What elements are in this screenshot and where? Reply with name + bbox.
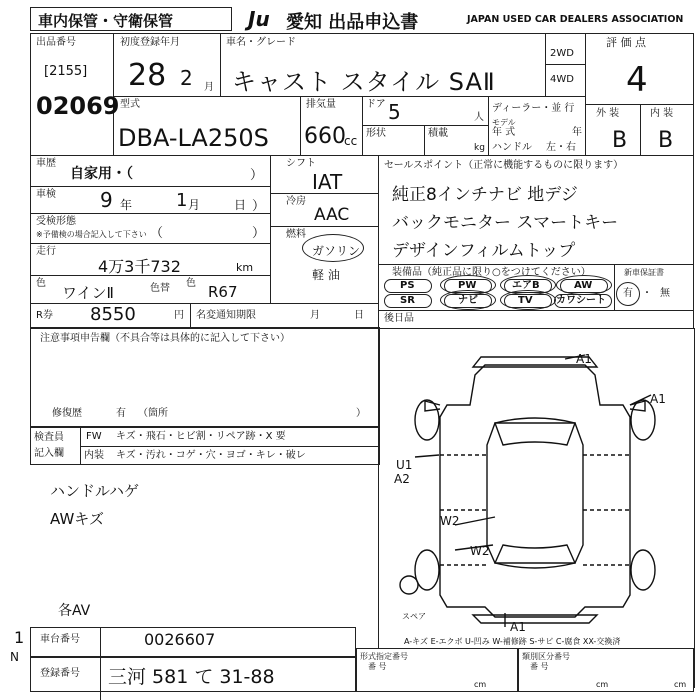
- note-handle-worn: ハンドルハゲ: [50, 482, 139, 500]
- spare-label: スペア: [402, 612, 426, 621]
- dim-unit-3: cm: [674, 680, 687, 689]
- margin-mark-1: 1: [14, 628, 25, 647]
- inspection-month-unit: 月: [188, 198, 201, 212]
- mark-u1: U1: [396, 458, 413, 472]
- warranty-yes: 有: [623, 288, 633, 299]
- inspector-label: 検査員: [34, 432, 64, 443]
- repair-value: 有: [116, 408, 126, 419]
- receipt-label: 受検形態: [36, 216, 76, 227]
- rear-seat-label: 後日品: [384, 313, 414, 324]
- equip-airbag: エアB: [512, 280, 540, 291]
- equip-aw: AW: [574, 280, 593, 291]
- grade-score: 4: [626, 60, 648, 100]
- car-name-label: 車名・グレード: [226, 37, 296, 48]
- drive-4wd: 4WD: [550, 74, 574, 85]
- damage-legend: A-キズ E-エクボ U-凹み W-補修跡 S-サビ C-腐食 XX-交換済: [404, 637, 621, 646]
- fw-label: FW: [86, 431, 102, 442]
- mileage-value: 4万3千732: [98, 257, 181, 276]
- mark-w2a: W2: [440, 514, 460, 528]
- color-change-label: 色替: [150, 283, 170, 294]
- notice-date-label: 名変通知期限: [196, 310, 256, 321]
- model-value: DBA-LA250S: [118, 124, 269, 152]
- history-close: ）: [250, 168, 264, 183]
- shift-label: シフト: [286, 158, 316, 169]
- shape-label: 形状: [366, 128, 386, 139]
- equip-navi: ナビ: [458, 295, 478, 306]
- inspection-year-unit: 年: [120, 198, 133, 212]
- drive-2wd: 2WD: [550, 48, 574, 59]
- car-damage-diagram: [395, 345, 685, 635]
- interior-grade: B: [658, 128, 674, 153]
- form-title: 愛知 出品申込書: [286, 12, 419, 33]
- fuel-diesel: 軽 油: [312, 268, 340, 282]
- first-reg-month: 2: [180, 66, 193, 90]
- color-code-label: 色: [186, 278, 196, 289]
- inspection-year: 9: [100, 188, 113, 212]
- car-name-value: キャスト スタイル SAⅡ: [232, 68, 496, 96]
- recycle-amount: 8550: [90, 304, 136, 325]
- recycle-label: R券: [36, 310, 53, 321]
- mark-a1-bottom: A1: [510, 620, 526, 634]
- recycle-yen: 円: [174, 310, 184, 321]
- dim-unit-1: cm: [474, 680, 487, 689]
- repair-label: 修復歴: [52, 408, 82, 419]
- warranty-no: 無: [660, 288, 670, 299]
- handle-options: 左・右: [546, 142, 576, 153]
- ac-label: 冷房: [286, 196, 306, 207]
- history-label: 車歴: [36, 158, 56, 169]
- first-reg-month-unit: 月: [204, 82, 214, 93]
- doors-label: ドア: [366, 99, 386, 110]
- shift-value: IAT: [312, 170, 343, 194]
- interior-label: 内 装: [650, 108, 674, 119]
- history-value: 自家用・（: [70, 166, 133, 182]
- color-code: R67: [208, 283, 238, 301]
- receipt-note: ※予備検の場合記入して下さい: [36, 230, 147, 239]
- load-label: 積載: [428, 128, 448, 139]
- equipment-label: 装備品（純正品に限り○をつけてください）: [392, 267, 591, 278]
- grade-label: 評 価 点: [606, 36, 646, 49]
- color-value: ワインⅡ: [62, 284, 114, 302]
- note-aw-scratch: AWキズ: [50, 510, 104, 528]
- interior-inspect-label: 内装: [84, 450, 104, 461]
- notice-day-unit: 日: [354, 310, 364, 321]
- sales-point-line2: バックモニター スマートキー: [392, 213, 619, 233]
- exterior-label: 外 装: [596, 108, 620, 119]
- sales-point-label: セールスポイント（正常に機能するものに限ります）: [384, 160, 624, 171]
- displacement-value: 660: [304, 124, 346, 149]
- equip-pw: PW: [458, 280, 477, 291]
- dealer-year-unit: 年: [572, 127, 582, 138]
- mark-w2b: W2: [470, 544, 490, 558]
- displacement-unit: cc: [344, 134, 358, 148]
- warranty-label: 新車保証書: [624, 268, 664, 277]
- category-sub: 番 号: [530, 662, 549, 671]
- warranty-sep: ・: [642, 288, 652, 299]
- displacement-label: 排気量: [306, 99, 336, 110]
- registration-label: 登録番号: [40, 668, 80, 679]
- capacity-unit: 人: [474, 112, 484, 123]
- equip-kawa-seat: カワシート: [556, 295, 606, 306]
- form-designation-label: 形式指定番号: [360, 652, 408, 661]
- mileage-label: 走行: [36, 246, 56, 257]
- load-unit: kg: [474, 143, 485, 153]
- interior-inspect-items: キズ・汚れ・コゲ・穴・ヨゴ・キレ・破レ: [116, 450, 306, 461]
- lot-number: 02069: [36, 92, 120, 120]
- inspection-close: ）: [252, 199, 266, 214]
- notice-month-unit: 月: [310, 310, 320, 321]
- repair-close: ）: [356, 408, 366, 419]
- form-designation-sub: 番 号: [368, 662, 387, 671]
- lot-number-label: 出品番号: [36, 37, 76, 48]
- dim-unit-2: cm: [596, 680, 609, 689]
- chassis-value: 0026607: [144, 630, 216, 649]
- dealer-year-label: 年 式: [492, 127, 516, 138]
- ju-logo: Ju: [248, 7, 270, 31]
- category-label: 類別区分番号: [522, 652, 570, 661]
- mark-a1-right: A1: [650, 392, 666, 406]
- chassis-label: 車台番号: [40, 634, 80, 645]
- receipt-open: （: [150, 226, 164, 241]
- repair-bracket: （箇所: [138, 408, 168, 419]
- doors-value: 5: [388, 100, 401, 124]
- mileage-unit: km: [236, 261, 254, 274]
- sales-point-line3: デザインフィルムトップ: [392, 241, 576, 261]
- inspection-label: 車検: [36, 189, 56, 200]
- color-label: 色: [36, 278, 46, 289]
- sales-point-line1: 純正8インチナビ 地デジ: [392, 185, 578, 205]
- equip-tv: TV: [518, 295, 533, 306]
- fuel-label: 燃料: [286, 229, 306, 240]
- inspection-month: 1: [176, 190, 188, 211]
- model-label: 型式: [120, 99, 140, 110]
- inspection-day-unit: 日: [234, 198, 247, 212]
- fuel-gasoline-circle: [302, 234, 364, 262]
- mark-a2: A2: [394, 472, 410, 486]
- equip-sr: SR: [400, 295, 415, 306]
- margin-mark-n: N: [10, 650, 19, 664]
- registration-value: 三河 581 て 31-88: [108, 666, 275, 688]
- dealer-label: ディーラー・並 行: [492, 103, 575, 114]
- handle-label: ハンドル: [492, 142, 532, 153]
- cautions-label: 注意事項申告欄（不具合等は具体的に記入して下さい）: [40, 333, 290, 344]
- exterior-grade: B: [612, 128, 628, 153]
- note-each-av: 各AV: [58, 603, 91, 619]
- form-title-en: JAPAN USED CAR DEALERS ASSOCIATION: [467, 14, 684, 25]
- ac-value: AAC: [314, 205, 350, 225]
- inspector-label-2: 記入欄: [34, 448, 64, 459]
- storage-note: 車内保管・守衛保管: [38, 12, 174, 30]
- receipt-close: ）: [252, 226, 266, 241]
- equip-ps: PS: [400, 280, 415, 291]
- first-reg-label: 初度登録年月: [120, 37, 180, 48]
- first-reg-year: 28: [128, 58, 167, 93]
- lot-sub-number: [2155]: [44, 64, 88, 79]
- fuel-gasoline: ガソリン: [312, 244, 361, 258]
- fw-items: キズ・飛石・ヒビ割・リペア跡・X 要: [116, 431, 286, 442]
- dealer-model-label: モデル: [492, 118, 516, 127]
- mark-a1-top: A1: [576, 352, 592, 366]
